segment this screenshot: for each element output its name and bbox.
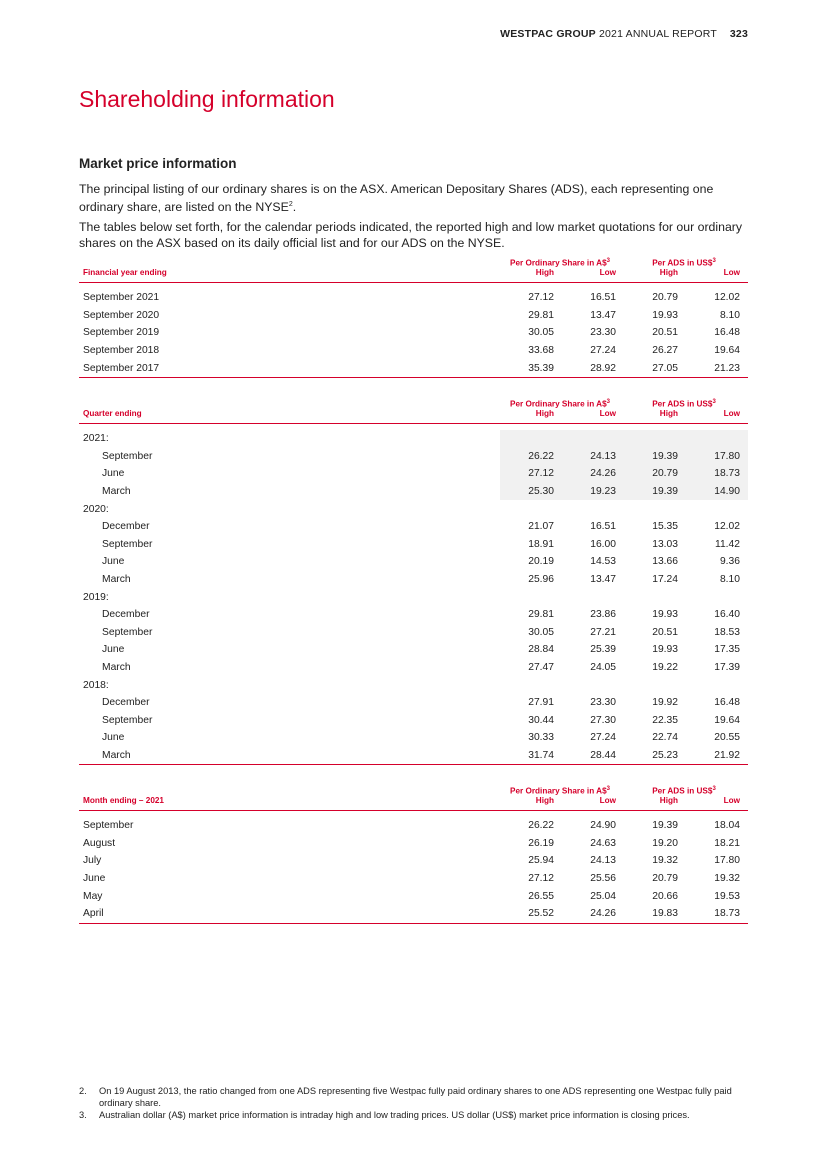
header-spacer bbox=[79, 256, 500, 268]
period-cell: September 2020 bbox=[83, 309, 160, 321]
table-row bbox=[79, 852, 748, 870]
value-cell: 19.92 bbox=[652, 697, 678, 709]
table-row bbox=[79, 905, 748, 923]
empty-cell bbox=[686, 588, 748, 606]
year-label: 2020: bbox=[83, 503, 109, 515]
table-row bbox=[79, 518, 748, 536]
table-row bbox=[79, 359, 748, 377]
asx-group-label: Per Ordinary Share in A$ bbox=[510, 259, 607, 268]
value-cell: 16.00 bbox=[590, 538, 616, 550]
period-cell: March bbox=[102, 486, 131, 498]
period-column-header: Month ending – 2021 bbox=[79, 796, 500, 811]
page-number: 323 bbox=[729, 28, 748, 40]
value-cell: 19.39 bbox=[652, 820, 678, 832]
year-label: 2019: bbox=[83, 591, 109, 603]
value-cell: 19.64 bbox=[714, 345, 740, 357]
value-cell: 17.80 bbox=[714, 855, 740, 867]
table-row bbox=[79, 324, 748, 342]
table-row bbox=[79, 747, 748, 765]
period-cell: July bbox=[83, 855, 102, 867]
value-cell: 20.19 bbox=[528, 556, 554, 568]
period-cell: March bbox=[102, 662, 131, 674]
value-cell: 19.22 bbox=[652, 662, 678, 674]
value-cell: 27.12 bbox=[528, 873, 554, 885]
value-cell: 25.30 bbox=[500, 483, 562, 501]
footnote-2 bbox=[79, 1086, 749, 1109]
value-cell: 23.30 bbox=[590, 697, 616, 709]
value-cell: 25.52 bbox=[500, 905, 562, 923]
period-cell: December bbox=[102, 697, 150, 709]
value-cell: 29.81 bbox=[528, 609, 554, 621]
ads-group-header bbox=[624, 784, 748, 796]
value-cell: 30.05 bbox=[528, 626, 554, 638]
value-cell: 24.63 bbox=[590, 837, 616, 849]
asx-group-header bbox=[500, 256, 624, 268]
value-cell: 35.39 bbox=[500, 359, 562, 377]
value-cell: 12.02 bbox=[714, 292, 740, 304]
value-cell: 18.73 bbox=[686, 905, 748, 923]
value-cell: 19.93 bbox=[652, 644, 678, 656]
value-cell: 16.51 bbox=[590, 521, 616, 533]
high-column-header: High bbox=[624, 409, 686, 424]
asx-group-label: Per Ordinary Share in A$ bbox=[510, 787, 607, 796]
value-cell: 24.26 bbox=[562, 465, 624, 483]
low-column-header: Low bbox=[562, 268, 624, 283]
header-company: WESTPAC GROUP bbox=[500, 28, 596, 40]
period-cell: March bbox=[79, 747, 500, 765]
empty-cell bbox=[562, 588, 624, 606]
ads-group-label: Per ADS in US$ bbox=[652, 400, 713, 409]
year-row bbox=[79, 430, 748, 448]
value-cell: 20.66 bbox=[652, 890, 678, 902]
value-cell: 19.39 bbox=[624, 448, 686, 466]
quarter-table bbox=[79, 397, 748, 765]
period-cell: December bbox=[102, 521, 150, 533]
low-column-header: Low bbox=[562, 409, 624, 424]
empty-cell bbox=[686, 500, 748, 518]
header-spacer bbox=[79, 397, 500, 409]
period-cell: December bbox=[102, 609, 150, 621]
low-column-header: Low bbox=[562, 796, 624, 811]
value-cell: 18.04 bbox=[714, 820, 740, 832]
footnote-number: 2. bbox=[79, 1086, 87, 1096]
table-row bbox=[79, 887, 748, 905]
value-cell: 26.55 bbox=[528, 890, 554, 902]
value-cell: 14.90 bbox=[686, 483, 748, 501]
page-header bbox=[500, 28, 748, 40]
period-column-header: Quarter ending bbox=[79, 409, 500, 424]
financial-year-table bbox=[79, 256, 748, 378]
value-cell: 23.30 bbox=[590, 327, 616, 339]
value-cell: 8.10 bbox=[719, 309, 740, 321]
year-label: 2021: bbox=[83, 433, 109, 445]
period-cell: June bbox=[102, 556, 125, 568]
value-cell: 33.68 bbox=[528, 345, 554, 357]
period-cell: September bbox=[83, 820, 134, 832]
period-cell: September bbox=[102, 450, 153, 462]
low-column-header: Low bbox=[686, 409, 748, 424]
value-cell: 18.91 bbox=[528, 538, 554, 550]
value-cell: 27.30 bbox=[590, 714, 616, 726]
value-cell: 14.53 bbox=[590, 556, 616, 568]
table-row bbox=[79, 536, 748, 554]
value-cell: 19.20 bbox=[652, 837, 678, 849]
column-header-row bbox=[79, 796, 748, 811]
table-row bbox=[79, 571, 748, 589]
table-row bbox=[79, 659, 748, 677]
footnote-ref: 3 bbox=[606, 399, 610, 406]
footnote-number: 3. bbox=[79, 1110, 87, 1120]
table-row bbox=[79, 870, 748, 888]
empty-cell bbox=[624, 676, 686, 694]
value-cell: 17.24 bbox=[652, 574, 678, 586]
table-row bbox=[79, 465, 748, 483]
table-row bbox=[79, 553, 748, 571]
value-cell: 26.27 bbox=[652, 345, 678, 357]
value-cell: 18.53 bbox=[714, 626, 740, 638]
value-cell: 19.32 bbox=[652, 855, 678, 867]
value-cell: 15.35 bbox=[652, 521, 678, 533]
value-cell: 27.91 bbox=[528, 697, 554, 709]
value-cell: 27.47 bbox=[528, 662, 554, 674]
value-cell: 19.23 bbox=[562, 483, 624, 501]
value-cell: 26.22 bbox=[528, 820, 554, 832]
value-cell: 13.47 bbox=[590, 574, 616, 586]
table-row bbox=[79, 448, 748, 466]
value-cell: 27.12 bbox=[500, 465, 562, 483]
value-cell: 16.40 bbox=[714, 609, 740, 621]
value-cell: 28.84 bbox=[528, 644, 554, 656]
value-cell: 17.80 bbox=[686, 448, 748, 466]
value-cell: 17.39 bbox=[714, 662, 740, 674]
value-cell: 18.73 bbox=[686, 465, 748, 483]
footnote-text: Australian dollar (A$) market price information is intraday high and low trading prices. US dollar (US$) market price information is closing prices. bbox=[99, 1110, 690, 1120]
period-cell: June bbox=[102, 468, 125, 480]
value-cell: 9.36 bbox=[719, 556, 740, 568]
table-row bbox=[79, 606, 748, 624]
high-column-header: High bbox=[624, 796, 686, 811]
value-cell: 27.05 bbox=[624, 359, 686, 377]
value-cell: 25.96 bbox=[528, 574, 554, 586]
year-row bbox=[79, 676, 748, 694]
value-cell: 12.02 bbox=[714, 521, 740, 533]
value-cell: 19.39 bbox=[624, 483, 686, 501]
high-column-header: High bbox=[500, 796, 562, 811]
value-cell: 21.07 bbox=[528, 521, 554, 533]
period-column-header: Financial year ending bbox=[79, 268, 500, 283]
value-cell: 16.51 bbox=[590, 292, 616, 304]
period-cell: September bbox=[102, 626, 153, 638]
period-cell: June bbox=[102, 644, 125, 656]
value-cell: 16.48 bbox=[714, 697, 740, 709]
period-cell: May bbox=[83, 890, 103, 902]
value-cell: 19.64 bbox=[714, 714, 740, 726]
value-cell: 29.81 bbox=[528, 309, 554, 321]
ads-group-header bbox=[624, 397, 748, 409]
high-column-header: High bbox=[624, 268, 686, 283]
value-cell: 21.92 bbox=[686, 747, 748, 765]
empty-cell bbox=[562, 430, 624, 448]
value-cell: 13.47 bbox=[590, 309, 616, 321]
low-column-header: Low bbox=[686, 268, 748, 283]
table-row bbox=[79, 624, 748, 642]
value-cell: 20.51 bbox=[652, 626, 678, 638]
table-row bbox=[79, 641, 748, 659]
period-cell: September 2018 bbox=[83, 345, 160, 357]
value-cell: 22.74 bbox=[652, 732, 678, 744]
value-cell: 19.83 bbox=[624, 905, 686, 923]
table-row bbox=[79, 729, 748, 747]
empty-cell bbox=[500, 430, 562, 448]
period-cell: September bbox=[102, 714, 153, 726]
empty-cell bbox=[500, 676, 562, 694]
footnote-3 bbox=[79, 1110, 749, 1122]
value-cell: 20.79 bbox=[652, 292, 678, 304]
table-row bbox=[79, 694, 748, 712]
value-cell: 30.05 bbox=[528, 327, 554, 339]
table-row bbox=[79, 712, 748, 730]
value-cell: 20.51 bbox=[652, 327, 678, 339]
ads-group-label: Per ADS in US$ bbox=[652, 787, 713, 796]
value-cell: 27.24 bbox=[590, 732, 616, 744]
table-row bbox=[79, 835, 748, 853]
value-cell: 18.21 bbox=[714, 837, 740, 849]
period-cell: September 2019 bbox=[83, 327, 160, 339]
table-row bbox=[79, 817, 748, 835]
value-cell: 19.53 bbox=[714, 890, 740, 902]
value-cell: 27.21 bbox=[590, 626, 616, 638]
value-cell: 13.66 bbox=[652, 556, 678, 568]
value-cell: 11.42 bbox=[714, 538, 740, 550]
value-cell: 25.39 bbox=[590, 644, 616, 656]
empty-cell bbox=[624, 500, 686, 518]
empty-cell bbox=[562, 676, 624, 694]
value-cell: 25.23 bbox=[624, 747, 686, 765]
value-cell: 24.05 bbox=[590, 662, 616, 674]
period-cell: September 2017 bbox=[79, 359, 500, 377]
empty-cell bbox=[624, 588, 686, 606]
value-cell: 20.55 bbox=[714, 732, 740, 744]
year-row bbox=[79, 500, 748, 518]
group-header-row bbox=[79, 784, 748, 796]
value-cell: 20.79 bbox=[652, 873, 678, 885]
column-header-row bbox=[79, 268, 748, 283]
period-cell: April bbox=[79, 905, 500, 923]
value-cell: 30.44 bbox=[528, 714, 554, 726]
table-row bbox=[79, 483, 748, 501]
column-header-row bbox=[79, 409, 748, 424]
value-cell: 17.35 bbox=[714, 644, 740, 656]
empty-cell bbox=[500, 588, 562, 606]
footnote-ref: 3 bbox=[712, 399, 716, 406]
value-cell: 23.86 bbox=[590, 609, 616, 621]
footnote-text: On 19 August 2013, the ratio changed from one ADS representing five Westpac fully paid ordinary shares to one ADS representing one Westpac fully paid ordinary share. bbox=[99, 1086, 732, 1108]
header-report: 2021 ANNUAL REPORT bbox=[598, 28, 717, 40]
group-header-row bbox=[79, 256, 748, 268]
asx-group-header bbox=[500, 397, 624, 409]
period-cell: June bbox=[83, 873, 106, 885]
ads-group-header bbox=[624, 256, 748, 268]
year-label: 2018: bbox=[83, 679, 109, 691]
value-cell: 24.90 bbox=[590, 820, 616, 832]
value-cell: 21.23 bbox=[686, 359, 748, 377]
month-table bbox=[79, 784, 748, 924]
value-cell: 28.92 bbox=[562, 359, 624, 377]
value-cell: 20.79 bbox=[624, 465, 686, 483]
value-cell: 25.56 bbox=[590, 873, 616, 885]
low-column-header: Low bbox=[686, 796, 748, 811]
period-cell: August bbox=[83, 837, 116, 849]
high-column-header: High bbox=[500, 409, 562, 424]
section-heading: Market price information bbox=[79, 156, 237, 171]
period-cell: March bbox=[102, 574, 131, 586]
value-cell: 24.26 bbox=[562, 905, 624, 923]
empty-cell bbox=[500, 500, 562, 518]
asx-group-header bbox=[500, 784, 624, 796]
value-cell: 27.24 bbox=[590, 345, 616, 357]
group-header-row bbox=[79, 397, 748, 409]
footnote-ref: 2 bbox=[288, 201, 293, 208]
value-cell: 16.48 bbox=[714, 327, 740, 339]
table-row bbox=[79, 289, 748, 307]
tables-paragraph: The tables below set forth, for the calendar periods indicated, the reported high and low market quotations for our ordinary shares on the ASX based on its daily official list and for our ADS on the NYSE. bbox=[79, 220, 743, 250]
table-row bbox=[79, 342, 748, 360]
empty-cell bbox=[686, 676, 748, 694]
footnote-ref: 3 bbox=[606, 786, 610, 793]
intro-paragraph: The principal listing of our ordinary shares is on the ASX. American Depositary Shares (ADS), each representing one ordinary share, are listed on the NYSE$^2$. bbox=[79, 182, 714, 215]
value-cell: 19.93 bbox=[652, 309, 678, 321]
value-cell: 25.94 bbox=[528, 855, 554, 867]
empty-cell bbox=[624, 430, 686, 448]
page-title: Shareholding information bbox=[79, 86, 335, 112]
year-row bbox=[79, 588, 748, 606]
period-cell: September 2021 bbox=[83, 292, 160, 304]
value-cell: 30.33 bbox=[528, 732, 554, 744]
value-cell: 31.74 bbox=[500, 747, 562, 765]
ads-group-label: Per ADS in US$ bbox=[652, 259, 713, 268]
value-cell: 28.44 bbox=[562, 747, 624, 765]
value-cell: 13.03 bbox=[652, 538, 678, 550]
value-cell: 8.10 bbox=[719, 574, 740, 586]
value-cell: 19.32 bbox=[714, 873, 740, 885]
value-cell: 25.04 bbox=[590, 890, 616, 902]
empty-cell bbox=[686, 430, 748, 448]
value-cell: 26.22 bbox=[500, 448, 562, 466]
empty-cell bbox=[562, 500, 624, 518]
period-cell: September bbox=[102, 538, 153, 550]
footnote-ref: 3 bbox=[712, 258, 716, 265]
asx-group-label: Per Ordinary Share in A$ bbox=[510, 400, 607, 409]
value-cell: 19.93 bbox=[652, 609, 678, 621]
footnote-ref: 3 bbox=[712, 786, 716, 793]
footnote-ref: 3 bbox=[606, 258, 610, 265]
value-cell: 24.13 bbox=[590, 855, 616, 867]
header-spacer bbox=[79, 784, 500, 796]
period-cell: June bbox=[102, 732, 125, 744]
high-column-header: High bbox=[500, 268, 562, 283]
value-cell: 22.35 bbox=[652, 714, 678, 726]
value-cell: 24.13 bbox=[562, 448, 624, 466]
value-cell: 27.12 bbox=[528, 292, 554, 304]
table-row bbox=[79, 307, 748, 325]
intro-text: The principal listing of our ordinary shares is on the ASX. American Depositary Shares (ADS), each representing one ordinary share, are listed on the NYSE bbox=[79, 182, 714, 215]
value-cell: 26.19 bbox=[528, 837, 554, 849]
